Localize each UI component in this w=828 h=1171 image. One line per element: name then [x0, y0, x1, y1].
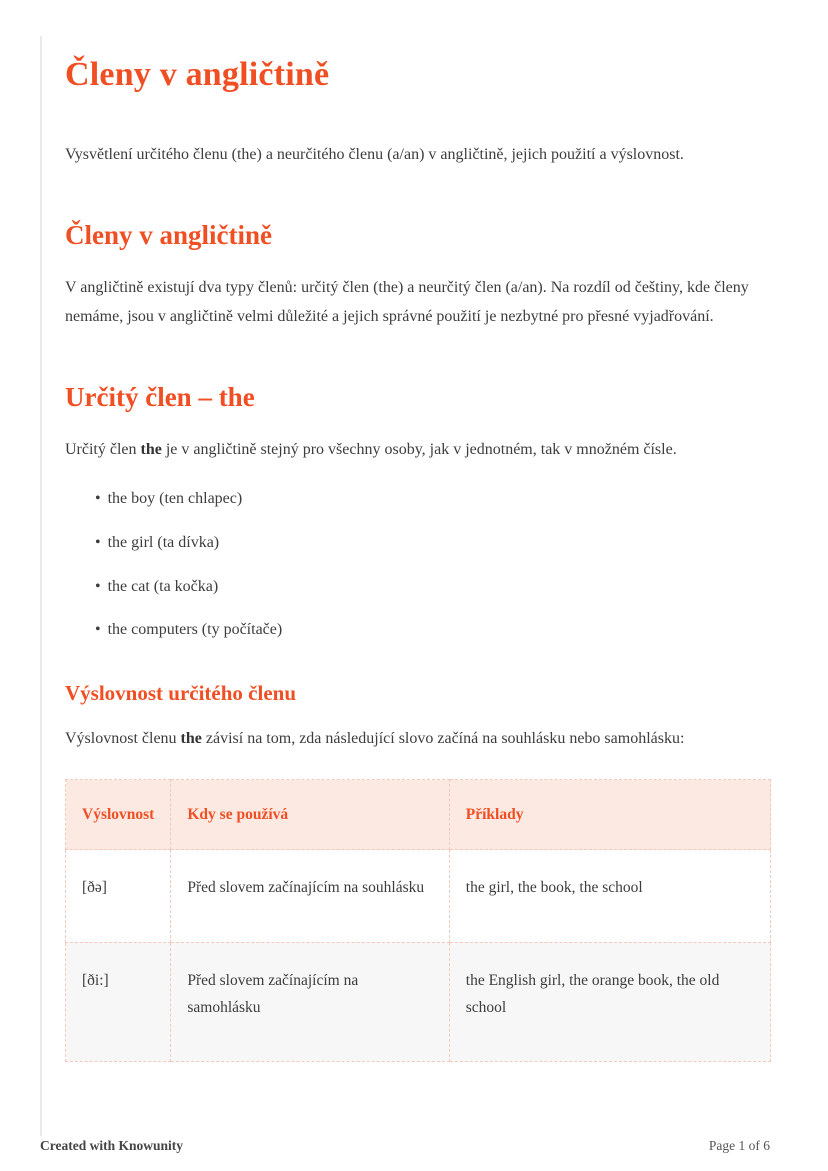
- pronunciation-table: [65, 779, 771, 1062]
- footer-page-number: Page 1 of 6: [708, 1138, 770, 1153]
- table-cell-usage: Před slovem začínajícím na samohlásku: [171, 942, 449, 1061]
- definite-article-paragraph: [65, 435, 771, 465]
- intro-paragraph: Vysvětlení určitého členu (the) a neurčitého členu (a/an) v angličtině, jejich použití a výslovnost.: [65, 146, 684, 163]
- section-heading-pronunciation: Výslovnost určitého členu: [65, 680, 296, 705]
- pronunciation-paragraph-post: závisí na tom, zda následující slovo začíná na souhlásku nebo samohlásku:: [201, 729, 685, 747]
- document-content: [65, 56, 771, 1062]
- list-item: • the cat (ta kočka): [95, 574, 771, 600]
- table-header-pronunciation: Výslovnost: [66, 780, 171, 850]
- page-title: Členy v angličtině: [65, 56, 330, 93]
- list-item: • the computers (ty počítače): [95, 617, 771, 643]
- pronunciation-paragraph: [65, 724, 771, 754]
- list-item: • the boy (ten chlapec): [95, 486, 771, 512]
- footer-branding: Created with Knowunity: [40, 1138, 184, 1153]
- definite-paragraph-bold: the: [140, 440, 162, 458]
- definite-paragraph-post: je v angličtině stejný pro všechny osoby, jak v jednotném, tak v množném čísle.: [161, 440, 677, 458]
- pronunciation-paragraph-pre: Výslovnost členu: [65, 729, 181, 747]
- table-cell-usage: Před slovem začínajícím na souhlásku: [171, 850, 449, 942]
- section-heading-definite-article: Určitý člen – the: [65, 381, 255, 412]
- table-cell-examples: the girl, the book, the school: [449, 850, 770, 942]
- pronunciation-paragraph-bold: the: [180, 729, 202, 747]
- page-left-rule: [40, 36, 42, 1136]
- table-header-row: [66, 780, 771, 850]
- section-heading-articles: Členy v angličtině: [65, 219, 272, 250]
- table-cell-examples: the English girl, the orange book, the old school: [449, 942, 770, 1061]
- page-footer: [40, 1138, 770, 1154]
- list-item: • the girl (ta dívka): [95, 530, 771, 556]
- examples-list: [65, 486, 771, 642]
- table-cell-pronunciation: [ði:]: [66, 942, 171, 1061]
- definite-paragraph-pre: Určitý člen: [65, 440, 141, 458]
- table-cell-pronunciation: [ðə]: [66, 850, 171, 942]
- articles-paragraph: V angličtině existují dva typy členů: určitý člen (the) a neurčitý člen (a/an). Na rozdíl od češtiny, kde členy nemáme, jsou v angličtině velmi důležité a jejich správné použití je nezbytné pro přesné vyjadřování.: [65, 278, 749, 326]
- table-row: [66, 942, 771, 1061]
- table-row: [66, 850, 771, 942]
- table-header-usage: Kdy se používá: [171, 780, 449, 850]
- table-header-examples: Příklady: [449, 780, 770, 850]
